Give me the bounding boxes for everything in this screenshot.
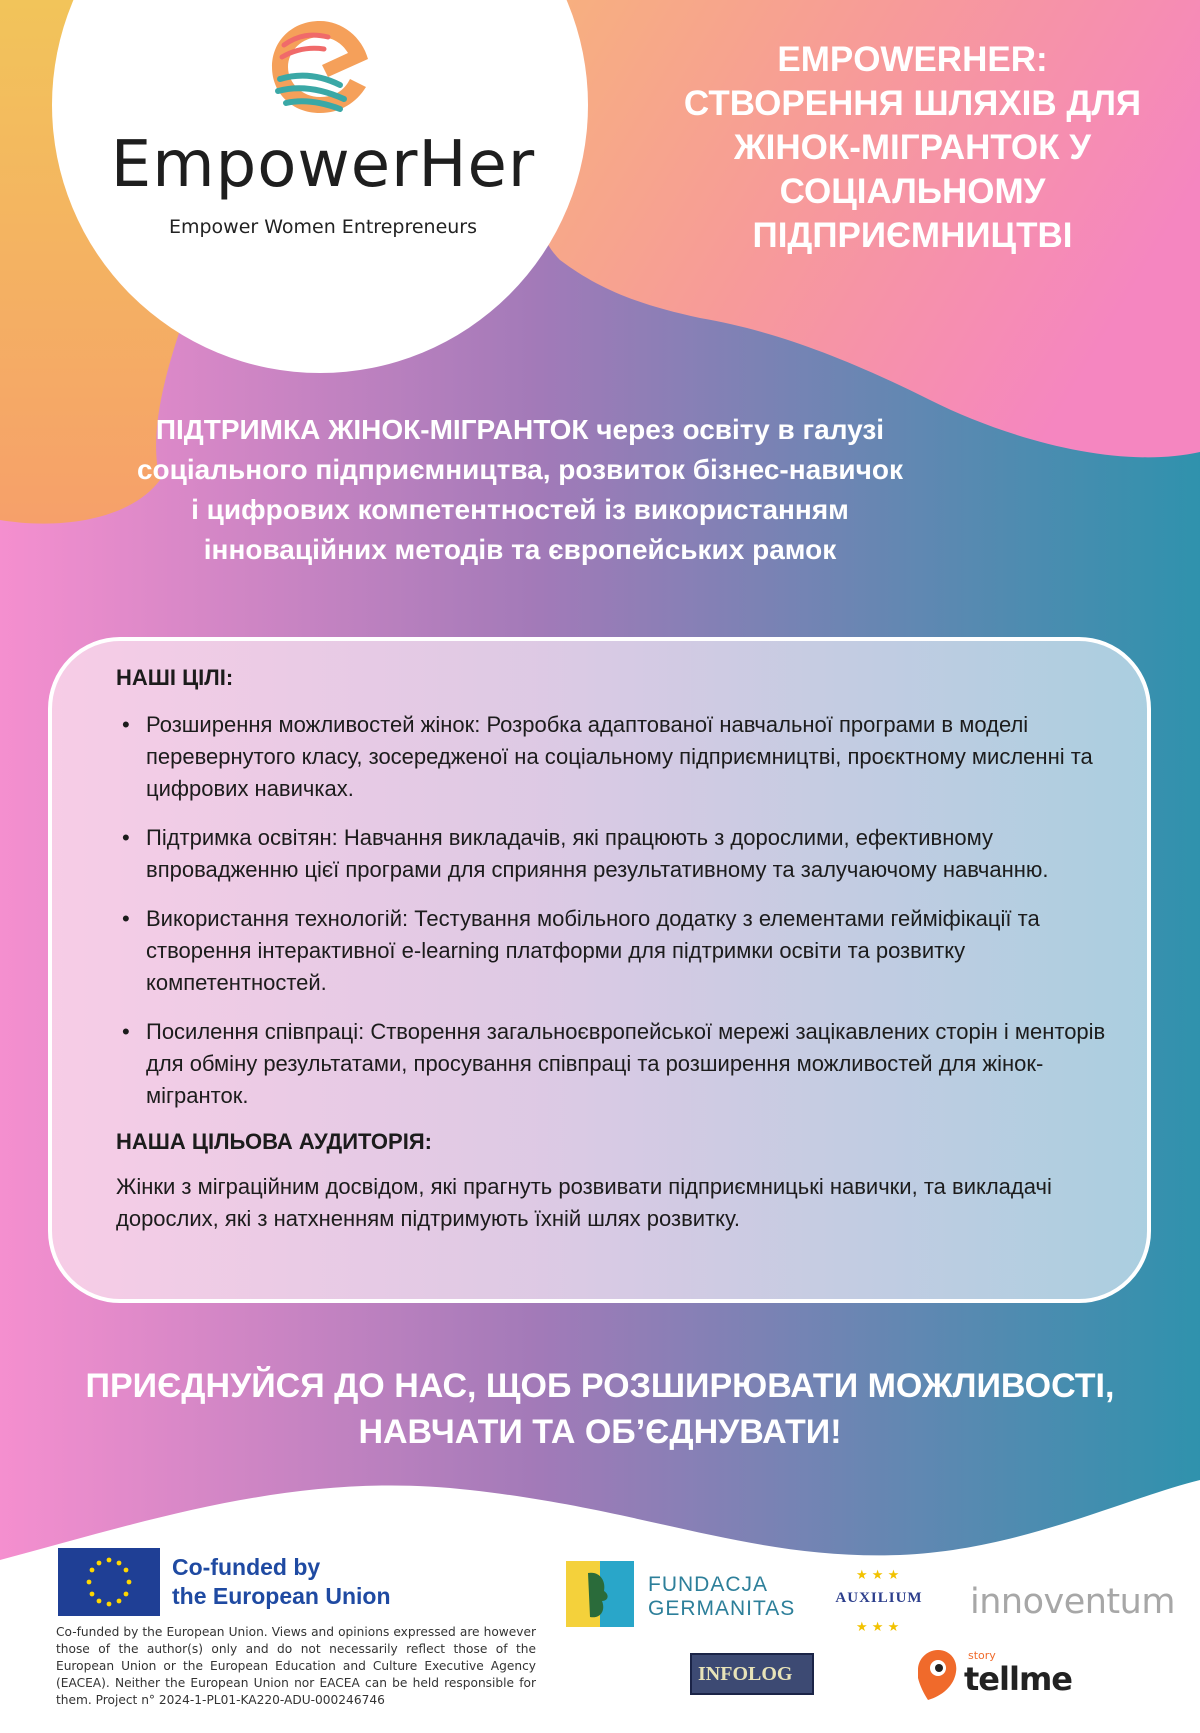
eu-line: Co-funded by [172,1554,321,1580]
tellme-name: tellme [964,1660,1072,1698]
headline-line: EMPOWERHER: [777,40,1048,79]
headline-line: ПІДПРИЄМНИЦТВІ [752,216,1073,255]
bullet-icon: • [122,1019,130,1044]
germanitas-name [648,1573,828,1621]
goals-list [116,709,1126,1112]
partner-tellme-logo [912,1648,1072,1702]
partner-infolog-logo [690,1653,814,1695]
headline-line: ЖІНОК-МІГРАНТОК У [733,128,1091,167]
funding-disclaimer: Co-funded by the European Union. Views and opinions expressed are however those of the author(s) only and do not necessarily reflect those of the European Union or the European Education and Culture Executive Agency (EACEA). Neither the European Union nor EACEA can be held responsible for them. Project n° 2024-1-PL01-KA220-ADU-000246746 [56,1625,536,1707]
partner-auxilium-logo [826,1565,932,1635]
goal-item [116,1016,1126,1112]
germanitas-line: FUNDACJA [648,1573,769,1596]
bullet-icon: • [122,712,130,737]
eu-flag-icon [58,1548,160,1616]
auxilium-name: AUXILIUM [835,1590,923,1606]
audience-heading: НАША ЦІЛЬОВА АУДИТОРІЯ: [116,1129,432,1154]
eu-line: the European Union [172,1583,391,1609]
germanitas-icon [566,1561,634,1627]
tellme-bird-icon [912,1648,960,1702]
goal-item [116,709,1126,805]
goals-panel [48,637,1151,1303]
partner-innoventum-logo: innoventum [970,1582,1175,1622]
goal-text: Посилення співпраці: Створення загальноєвропейської мережі зацікавлених сторін і менторів для обміну результатами, просування співпраці та розширення можливостей для жінок-мігранток. [146,1019,1106,1108]
call-to-action [40,1363,1160,1455]
germanitas-line: GERMANITAS [648,1597,796,1620]
headline-line: СОЦІАЛЬНОМУ [779,172,1046,211]
logo-tagline: Empower Women Entrepreneurs [168,216,478,238]
goal-item [116,822,1126,886]
svg-text:★ ★ ★: ★ ★ ★ [856,1620,900,1635]
headline-line: СТВОРЕННЯ ШЛЯХІВ ДЛЯ [683,84,1142,123]
page-headline [640,38,1185,258]
goal-text: Підтримка освітян: Навчання викладачів, які працюють з дорослими, ефективному впровадженню цієї програми для сприяння результативному та залучаючому навчанню. [146,825,1049,882]
logo-title: EmpowerHer [110,128,536,202]
goals-heading: НАШІ ЦІЛІ: [116,665,234,690]
svg-text:★ ★ ★: ★ ★ ★ [856,1568,900,1583]
bullet-icon: • [122,825,130,850]
eu-cofunded-label [172,1553,391,1611]
bullet-icon: • [122,906,130,931]
empowerher-logo-icon [262,15,378,119]
audience-text: Жінки з міграційним досвідом, які прагнуть розвивати підприємницькі навички, та викладачі дорослих, які з натхненням підтримують їхній шлях розвитку. [116,1174,1052,1231]
tellme-story-label: story [968,1649,996,1662]
intro-text: ПІДТРИМКА ЖІНОК-МІГРАНТОК через освіту в галузі соціального підприємництва, розвиток бізнес-навичок і цифрових компетентностей із використанням інноваційних методів та європейських рамок [136,414,904,565]
infolog-name: INFOLOG [698,1663,793,1685]
goal-text: Розширення можливостей жінок: Розробка адаптованої навчальної програми в моделі перевернутого класу, зосередженої на соціальному підприємництві, проєктному мисленні та цифрових навичках. [146,712,1093,801]
cta-line: НАВЧАТИ ТА ОБ’ЄДНУВАТИ! [358,1413,842,1451]
goal-text: Використання технологій: Тестування мобільного додатку з елементами гейміфікації та створення інтерактивної e-learning платформи для підтримки освіти та розвитку компетентностей. [146,906,1040,995]
goal-item [116,903,1126,999]
cta-line: ПРИЄДНУЙСЯ ДО НАС, ЩОБ РОЗШИРЮВАТИ МОЖЛИВОСТІ, [85,1367,1115,1405]
